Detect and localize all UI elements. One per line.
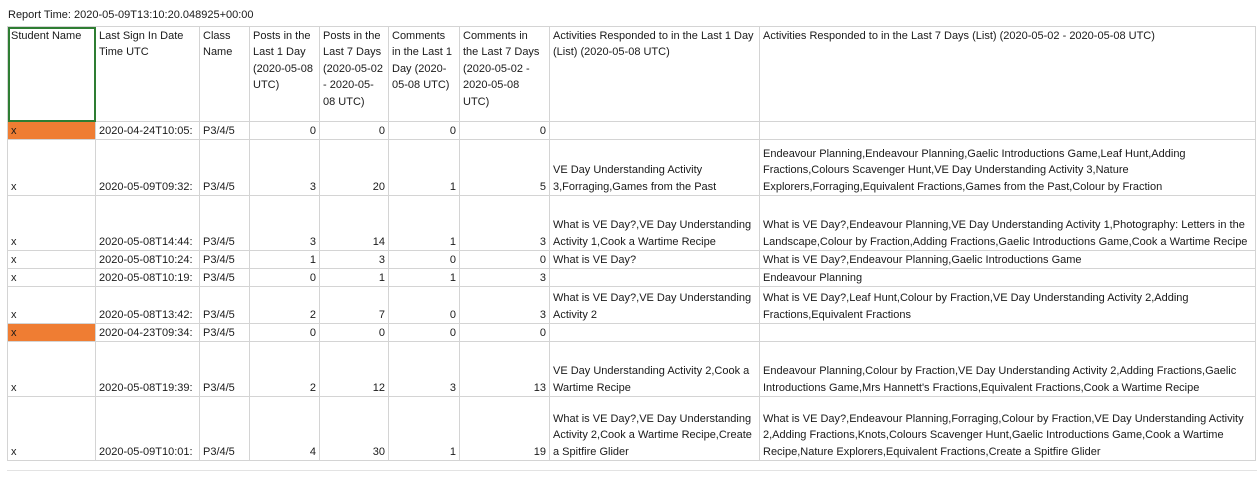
- cell-activities-7-days[interactable]: What is VE Day?,Endeavour Planning,Forraging,Colour by Fraction,VE Day Understanding Activity 2,Adding Fractions,Knots,Colours Scavenger Hunt,Gaelic Introductions Game,Cook a Wartime Recipe,Nature Explorers,Equivalent Fractions,Create a Spitfire Glider: [760, 397, 1256, 461]
- empty-grid-area: [7, 470, 1257, 482]
- cell-comments-1-day[interactable]: 0: [389, 251, 460, 269]
- cell-activities-1-day[interactable]: VE Day Understanding Activity 3,Forraging,Games from the Past: [550, 140, 760, 196]
- cell-posts-7-days[interactable]: 20: [320, 140, 389, 196]
- cell-posts-7-days[interactable]: 0: [320, 122, 389, 140]
- cell-last-sign-in[interactable]: 2020-05-08T19:39:: [96, 342, 200, 397]
- cell-activities-1-day[interactable]: [550, 269, 760, 287]
- data-table: [7, 26, 1256, 461]
- cell-student-name[interactable]: x: [8, 196, 96, 251]
- cell-activities-7-days[interactable]: [760, 122, 1256, 140]
- cell-posts-1-day[interactable]: 3: [250, 140, 320, 196]
- cell-activities-7-days[interactable]: [760, 324, 1256, 342]
- cell-student-name[interactable]: x: [8, 140, 96, 196]
- header-comments-1-day[interactable]: Comments in the Last 1 Day (2020-05-08 UTC): [389, 27, 460, 122]
- cell-activities-7-days[interactable]: What is VE Day?,Endeavour Planning,VE Day Understanding Activity 1,Photography: Letters in the Landscape,Colour by Fraction,Adding Fractions,Gaelic Introductions Game,Cook a Wartime Recipe: [760, 196, 1256, 251]
- cell-posts-7-days[interactable]: 0: [320, 324, 389, 342]
- cell-student-name[interactable]: x: [8, 342, 96, 397]
- cell-activities-1-day[interactable]: What is VE Day?: [550, 251, 760, 269]
- cell-posts-7-days[interactable]: 12: [320, 342, 389, 397]
- cell-posts-1-day[interactable]: 0: [250, 324, 320, 342]
- cell-student-name[interactable]: x: [8, 251, 96, 269]
- header-last-sign-in[interactable]: Last Sign In Date Time UTC: [96, 27, 200, 122]
- cell-comments-7-days[interactable]: 0: [460, 122, 550, 140]
- cell-posts-7-days[interactable]: 1: [320, 269, 389, 287]
- cell-last-sign-in[interactable]: 2020-05-08T10:19:: [96, 269, 200, 287]
- cell-comments-1-day[interactable]: 1: [389, 140, 460, 196]
- table-row: [8, 122, 1256, 140]
- cell-last-sign-in[interactable]: 2020-04-23T09:34:: [96, 324, 200, 342]
- cell-student-name[interactable]: x: [8, 287, 96, 324]
- cell-class-name[interactable]: P3/4/5: [200, 122, 250, 140]
- cell-activities-1-day[interactable]: [550, 324, 760, 342]
- cell-activities-7-days[interactable]: Endeavour Planning: [760, 269, 1256, 287]
- cell-activities-1-day[interactable]: [550, 122, 760, 140]
- header-posts-1-day[interactable]: Posts in the Last 1 Day (2020-05-08 UTC): [250, 27, 320, 122]
- cell-class-name[interactable]: P3/4/5: [200, 287, 250, 324]
- cell-class-name[interactable]: P3/4/5: [200, 342, 250, 397]
- cell-last-sign-in[interactable]: 2020-05-08T13:42:: [96, 287, 200, 324]
- table-row: [8, 251, 1256, 269]
- cell-activities-1-day[interactable]: What is VE Day?,VE Day Understanding Activity 2: [550, 287, 760, 324]
- cell-comments-1-day[interactable]: 3: [389, 342, 460, 397]
- table-row: [8, 140, 1256, 196]
- cell-comments-7-days[interactable]: 3: [460, 196, 550, 251]
- header-student-name[interactable]: Student Name: [8, 27, 96, 122]
- cell-last-sign-in[interactable]: 2020-04-24T10:05:: [96, 122, 200, 140]
- cell-class-name[interactable]: P3/4/5: [200, 324, 250, 342]
- table-row: [8, 196, 1256, 251]
- cell-comments-1-day[interactable]: 1: [389, 397, 460, 461]
- cell-comments-7-days[interactable]: 3: [460, 287, 550, 324]
- cell-comments-7-days[interactable]: 0: [460, 251, 550, 269]
- cell-posts-7-days[interactable]: 3: [320, 251, 389, 269]
- cell-activities-1-day[interactable]: What is VE Day?,VE Day Understanding Activity 1,Cook a Wartime Recipe: [550, 196, 760, 251]
- cell-last-sign-in[interactable]: 2020-05-09T09:32:: [96, 140, 200, 196]
- cell-comments-7-days[interactable]: 13: [460, 342, 550, 397]
- cell-activities-7-days[interactable]: Endeavour Planning,Endeavour Planning,Gaelic Introductions Game,Leaf Hunt,Adding Fractions,Colours Scavenger Hunt,VE Day Understanding Activity 3,Nature Explorers,Forraging,Equivalent Fractions,Games from the Past,Colour by Fraction: [760, 140, 1256, 196]
- cell-posts-1-day[interactable]: 3: [250, 196, 320, 251]
- cell-posts-7-days[interactable]: 14: [320, 196, 389, 251]
- report-time: Report Time: 2020-05-09T13:10:20.048925+00:00: [8, 9, 254, 21]
- cell-posts-1-day[interactable]: 0: [250, 269, 320, 287]
- cell-class-name[interactable]: P3/4/5: [200, 140, 250, 196]
- header-row: [8, 27, 1256, 122]
- cell-last-sign-in[interactable]: 2020-05-08T14:44:: [96, 196, 200, 251]
- cell-student-name[interactable]: x: [8, 324, 96, 342]
- table-row: [8, 287, 1256, 324]
- table-row: [8, 324, 1256, 342]
- header-activities-1-day[interactable]: Activities Responded to in the Last 1 Day (List) (2020-05-08 UTC): [550, 27, 760, 122]
- header-activities-7-days[interactable]: Activities Responded to in the Last 7 Days (List) (2020-05-02 - 2020-05-08 UTC): [760, 27, 1256, 122]
- cell-activities-7-days[interactable]: What is VE Day?,Endeavour Planning,Gaelic Introductions Game: [760, 251, 1256, 269]
- cell-comments-7-days[interactable]: 0: [460, 324, 550, 342]
- cell-comments-1-day[interactable]: 0: [389, 324, 460, 342]
- cell-comments-1-day[interactable]: 0: [389, 287, 460, 324]
- cell-last-sign-in[interactable]: 2020-05-09T10:01:: [96, 397, 200, 461]
- cell-comments-1-day[interactable]: 0: [389, 122, 460, 140]
- cell-class-name[interactable]: P3/4/5: [200, 196, 250, 251]
- cell-activities-7-days[interactable]: Endeavour Planning,Colour by Fraction,VE Day Understanding Activity 2,Adding Fractions,Gaelic Introductions Game,Mrs Hannett's Fractions,Equivalent Fractions,Cook a Wartime Recipe: [760, 342, 1256, 397]
- cell-class-name[interactable]: P3/4/5: [200, 251, 250, 269]
- cell-activities-1-day[interactable]: VE Day Understanding Activity 2,Cook a Wartime Recipe: [550, 342, 760, 397]
- cell-posts-1-day[interactable]: 2: [250, 342, 320, 397]
- cell-last-sign-in[interactable]: 2020-05-08T10:24:: [96, 251, 200, 269]
- header-posts-7-days[interactable]: Posts in the Last 7 Days (2020-05-02 - 2020-05-08 UTC): [320, 27, 389, 122]
- cell-posts-1-day[interactable]: 0: [250, 122, 320, 140]
- cell-posts-7-days[interactable]: 7: [320, 287, 389, 324]
- cell-posts-1-day[interactable]: 1: [250, 251, 320, 269]
- cell-student-name[interactable]: x: [8, 122, 96, 140]
- cell-student-name[interactable]: x: [8, 397, 96, 461]
- table-row: [8, 397, 1256, 461]
- cell-class-name[interactable]: P3/4/5: [200, 397, 250, 461]
- cell-posts-1-day[interactable]: 4: [250, 397, 320, 461]
- header-class-name[interactable]: Class Name: [200, 27, 250, 122]
- cell-comments-1-day[interactable]: 1: [389, 196, 460, 251]
- table-row: [8, 342, 1256, 397]
- cell-comments-7-days[interactable]: 3: [460, 269, 550, 287]
- table-row: [8, 269, 1256, 287]
- cell-posts-7-days[interactable]: 30: [320, 397, 389, 461]
- cell-comments-1-day[interactable]: 1: [389, 269, 460, 287]
- cell-comments-7-days[interactable]: 5: [460, 140, 550, 196]
- header-comments-7-days[interactable]: Comments in the Last 7 Days (2020-05-02 - 2020-05-08 UTC): [460, 27, 550, 122]
- cell-activities-1-day[interactable]: What is VE Day?,VE Day Understanding Activity 2,Cook a Wartime Recipe,Create a Spitfire Glider: [550, 397, 760, 461]
- cell-class-name[interactable]: P3/4/5: [200, 269, 250, 287]
- cell-comments-7-days[interactable]: 19: [460, 397, 550, 461]
- cell-activities-7-days[interactable]: What is VE Day?,Leaf Hunt,Colour by Fraction,VE Day Understanding Activity 2,Adding Fractions,Equivalent Fractions: [760, 287, 1256, 324]
- cell-student-name[interactable]: x: [8, 269, 96, 287]
- cell-posts-1-day[interactable]: 2: [250, 287, 320, 324]
